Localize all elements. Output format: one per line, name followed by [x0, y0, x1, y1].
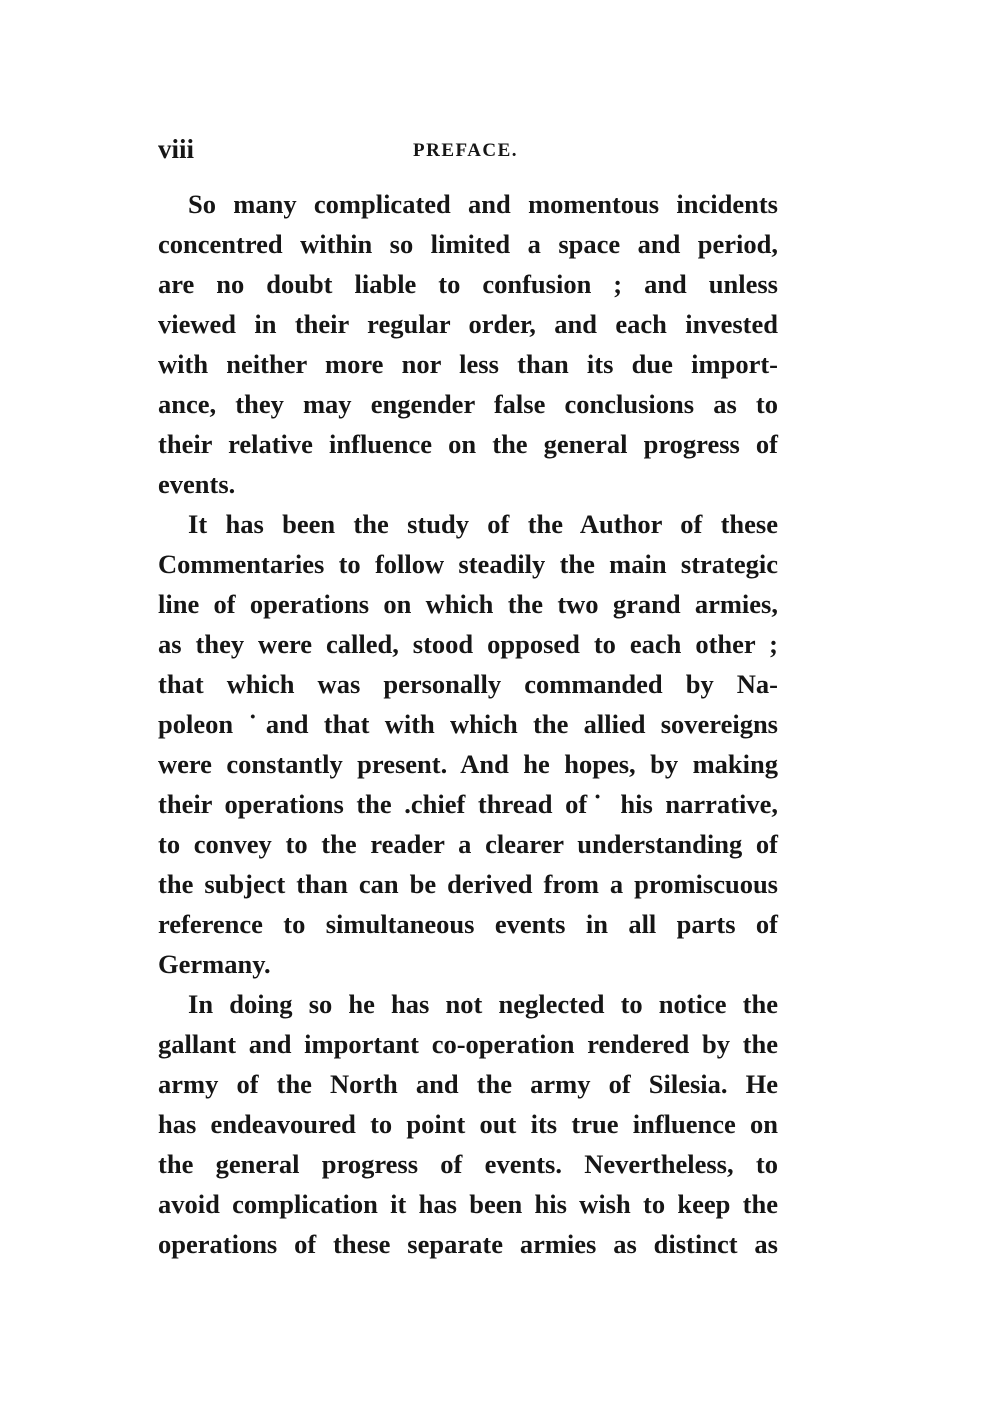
- text-line: In doing so he has not neglected to notice the: [188, 989, 778, 1019]
- text-line: army of the North and the army of Silesia. He: [158, 1069, 778, 1099]
- text-line: with neither more nor less than its due import-: [158, 349, 778, 379]
- text-line: that which was personally commanded by Na-: [158, 669, 778, 699]
- text-line: to convey to the reader a clearer understanding of: [158, 829, 778, 859]
- text-line: avoid complication it has been his wish to keep the: [158, 1189, 778, 1219]
- text-line: were constantly present. And he hopes, by making: [158, 749, 778, 779]
- text-line: their relative influence on the general progress of: [158, 429, 778, 459]
- text-line: So many complicated and momentous incidents: [188, 189, 778, 219]
- text-line: events.: [158, 469, 236, 499]
- text-line: concentred within so limited a space and period,: [158, 229, 778, 259]
- text-line: gallant and important co-operation rendered by the: [158, 1029, 778, 1059]
- text-line: ance, they may engender false conclusions as to: [158, 389, 778, 419]
- text-line: as they were called, stood opposed to each other ;: [158, 629, 778, 659]
- text-line: poleon ˙and that with which the allied sovereigns: [158, 709, 778, 739]
- text-line: viewed in their regular order, and each invested: [158, 309, 778, 339]
- text-line: the general progress of events. Nevertheless, to: [158, 1149, 778, 1179]
- header-title: PREFACE.: [413, 140, 519, 161]
- text-line: are no doubt liable to confusion ; and unless: [158, 269, 778, 299]
- text-line: Germany.: [158, 949, 271, 979]
- text-line: line of operations on which the two grand armies,: [158, 589, 778, 619]
- text-line: Commentaries to follow steadily the main strategic: [158, 549, 778, 579]
- text-line: has endeavoured to point out its true influence on: [158, 1109, 778, 1139]
- text-line: their operations the .chief thread of˙ his narrative,: [158, 789, 778, 819]
- text-line: operations of these separate armies as distinct as: [158, 1229, 778, 1259]
- text-line: the subject than can be derived from a promiscuous: [158, 869, 778, 899]
- text-line: reference to simultaneous events in all parts of: [158, 909, 778, 939]
- body-text: [158, 184, 778, 1264]
- page-number: viii: [158, 134, 195, 164]
- text-line: It has been the study of the Author of these: [188, 509, 778, 539]
- running-head: [158, 134, 778, 164]
